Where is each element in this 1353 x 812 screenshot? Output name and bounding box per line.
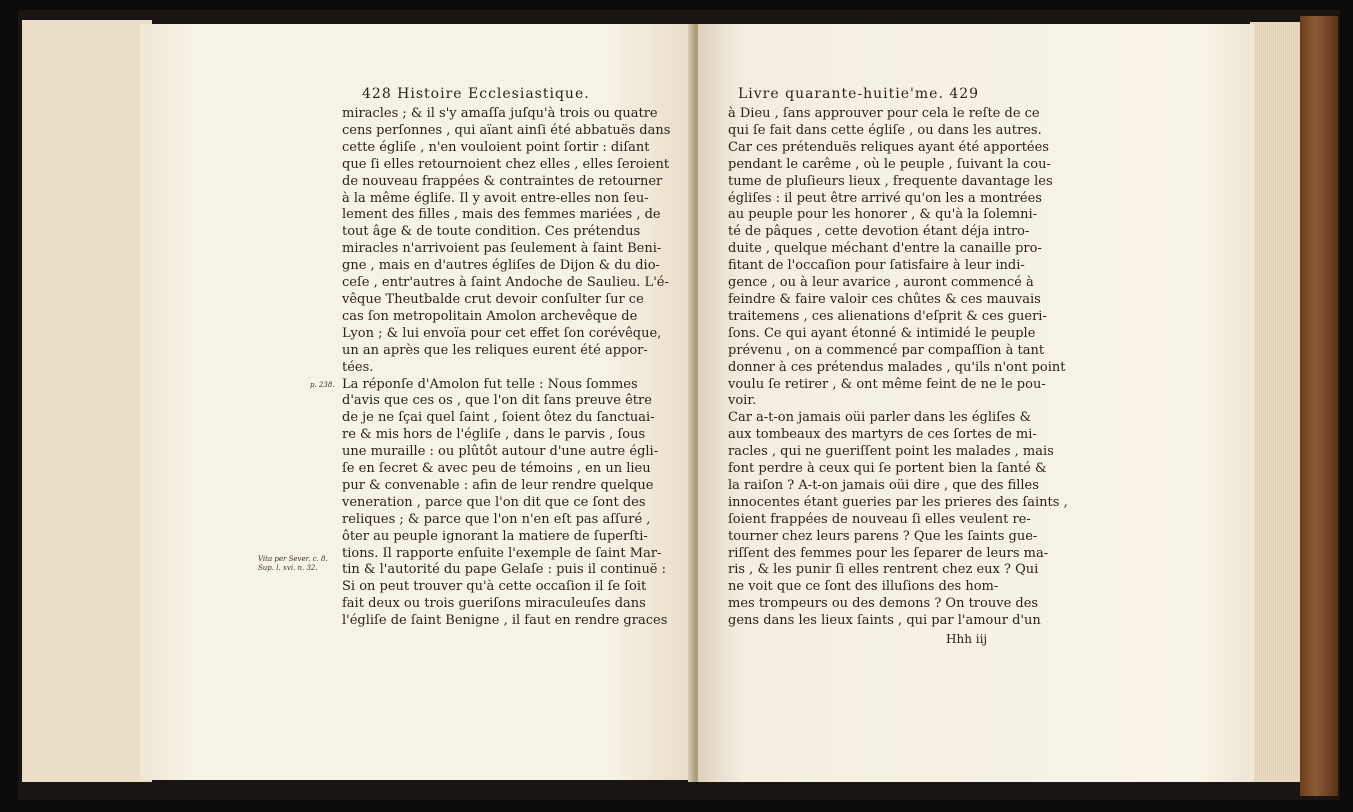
text-line: donner à ces prétendus malades , qu'ils n'ont point bbox=[728, 359, 1066, 375]
text-line: Si on peut trouver qu'à cette occaſion il ſe ſoit bbox=[342, 579, 647, 595]
text-line: fait deux ou trois gueriſons miraculeuſes dans bbox=[342, 596, 646, 612]
text-line: l'égliſe de ſaint Benigne , il faut en rendre graces bbox=[342, 613, 668, 629]
text-line: té de pâques , cette devotion étant déja intro- bbox=[728, 224, 1030, 240]
text-line: cette égliſe , n'en vouloient point ſortir : diſant bbox=[342, 139, 650, 155]
text-line: racles , qui ne gueriſſent point les malades , mais bbox=[728, 444, 1054, 460]
text-line: de je ne ſçai quel ſaint , ſoient ôtez du ſanctuai- bbox=[342, 410, 655, 426]
text-line: à la même égliſe. Il y avoit entre-elles non ſeu- bbox=[342, 190, 649, 206]
text-line: feindre & faire valoir ces chûtes & ces mauvais bbox=[728, 291, 1041, 307]
text-line: re & mis hors de l'égliſe , dans le parvis , ſous bbox=[342, 427, 646, 443]
right-page-body bbox=[728, 106, 1068, 630]
text-line: égliſes : il peut être arrivé qu'on les a montrées bbox=[728, 190, 1042, 206]
text-line: ôter au peuple ignorant la matiere de ſuperſti- bbox=[342, 528, 648, 544]
text-line: ne voit que ce ſont des illuſions des hom- bbox=[728, 579, 999, 595]
text-line: Car ces prétenduës reliques ayant été apportées bbox=[728, 139, 1049, 155]
text-line: Lyon ; & lui envoïa pour cet effet ſon corévêque, bbox=[342, 325, 662, 341]
text-line: fitant de l'occaſion pour ſatisfaire à leur indi- bbox=[728, 258, 1025, 274]
text-line: gence , ou à leur avarice , auront commencé à bbox=[728, 275, 1034, 291]
text-line: un an après que les reliques eurent été appor- bbox=[342, 342, 648, 358]
text-line: voulu ſe retirer , & ont même feint de ne le pou- bbox=[728, 376, 1046, 392]
text-line: vêque Theutbalde crut devoir conſulter ſur ce bbox=[342, 291, 644, 307]
text-line: cas ſon metropolitain Amolon archevêque de bbox=[342, 308, 638, 324]
text-line: tées. bbox=[342, 359, 374, 375]
text-line: ceſe , entr'autres à ſaint Andoche de Saulieu. L'é- bbox=[342, 275, 669, 291]
text-line: innocentes étant gueries par les prieres des ſaints , bbox=[728, 494, 1068, 510]
text-line: riſſent des femmes pour les ſeparer de leurs ma- bbox=[728, 545, 1049, 561]
text-line: voir. bbox=[728, 393, 757, 409]
text-line: lement des filles , mais des femmes mariées , de bbox=[342, 207, 661, 223]
text-line: miracles ; & il s'y amaſſa juſqu'à trois ou quatre bbox=[342, 106, 658, 121]
text-line: gne , mais en d'autres égliſes de Dijon & du dio- bbox=[342, 258, 660, 274]
signature-mark: Hhh iij bbox=[946, 632, 988, 646]
text-line: ſoient frappées de nouveau ſi elles veulent re- bbox=[728, 511, 1031, 527]
right-running-head: Livre quarante-huitie'me. 429 bbox=[738, 86, 980, 102]
left-page-block-edges bbox=[22, 20, 152, 782]
text-line: la raiſon ? A-t-on jamais oüi dire , que des filles bbox=[728, 477, 1039, 493]
text-line: pur & convenable : afin de leur rendre quelque bbox=[342, 477, 654, 493]
text-line: tourner chez leurs parens ? Que les ſaints gue- bbox=[728, 528, 1038, 544]
right-page bbox=[698, 24, 1254, 782]
text-line: que ſi elles retournoient chez elles , elles ſeroient bbox=[342, 156, 670, 172]
text-line: pendant le carême , où le peuple , ſuivant la cou- bbox=[728, 156, 1051, 172]
text-line: au peuple pour les honorer , & qu'à la ſolemni- bbox=[728, 207, 1038, 223]
text-line: prévenu , on a commencé par compaſſion à tant bbox=[728, 342, 1045, 358]
left-running-head: 428 Histoire Ecclesiastique. bbox=[362, 86, 590, 102]
margin-note: p. 238. bbox=[310, 381, 335, 389]
text-line: mes trompeurs ou des demons ? On trouve des bbox=[728, 596, 1039, 612]
text-line: miracles n'arrivoient pas ſeulement à ſaint Beni- bbox=[342, 241, 662, 257]
text-line: aux tombeaux des martyrs de ces ſortes de mi- bbox=[728, 427, 1037, 443]
text-line: traitemens , ces alienations d'eſprit & ces gueri- bbox=[728, 308, 1047, 324]
text-line: reliques ; & parce que l'on n'en eſt pas aſſuré , bbox=[342, 511, 651, 527]
text-line: tout âge & de toute condition. Ces prétendus bbox=[342, 224, 641, 240]
text-line: tume de pluſieurs lieux , frequente davantage les bbox=[728, 173, 1053, 189]
text-line: une muraille : ou plûtôt autour d'une autre égli- bbox=[342, 444, 659, 460]
left-page-body bbox=[342, 106, 670, 630]
margin-note: Vita per Sever. c. 8. Sup. l. xvi. n. 32. bbox=[258, 555, 328, 572]
text-line: à Dieu , ſans approuver pour cela le reſte de ce bbox=[728, 106, 1040, 121]
text-line: cens perſonnes , qui aïant ainſi été abbatuës dans bbox=[342, 122, 671, 138]
text-line: de nouveau frappées & contraintes de retourner bbox=[342, 173, 663, 189]
text-line: Car a-t-on jamais oüi parler dans les égliſes & bbox=[728, 410, 1032, 426]
text-line: tin & l'autorité du pape Gelaſe : puis il continuë : bbox=[342, 562, 667, 578]
text-line: veneration , parce que l'on dit que ce ſont des bbox=[342, 494, 646, 510]
text-line: duite , quelque méchant d'entre la canaille pro- bbox=[728, 241, 1042, 257]
text-line: ſons. Ce qui ayant étonné & intimidé le peuple bbox=[728, 325, 1036, 341]
text-line: ſe en ſecret & avec peu de témoins , en un lieu bbox=[342, 461, 651, 477]
text-line: La réponſe d'Amolon fut telle : Nous ſommes bbox=[342, 376, 638, 392]
text-line: qui ſe fait dans cette égliſe , ou dans les autres. bbox=[728, 122, 1042, 138]
text-line: ris , & les punir ſi elles rentrent chez eux ? Qui bbox=[728, 562, 1039, 578]
text-line: tions. Il rapporte enſuite l'exemple de ſaint Mar- bbox=[342, 545, 662, 561]
leather-binding bbox=[1300, 16, 1338, 796]
text-line: d'avis que ces os , que l'on dit ſans preuve être bbox=[342, 393, 652, 409]
text-line: gens dans les lieux ſaints , qui par l'amour d'un bbox=[728, 613, 1041, 629]
left-page bbox=[140, 24, 692, 780]
text-line: font perdre à ceux qui ſe portent bien la ſanté & bbox=[728, 461, 1047, 477]
